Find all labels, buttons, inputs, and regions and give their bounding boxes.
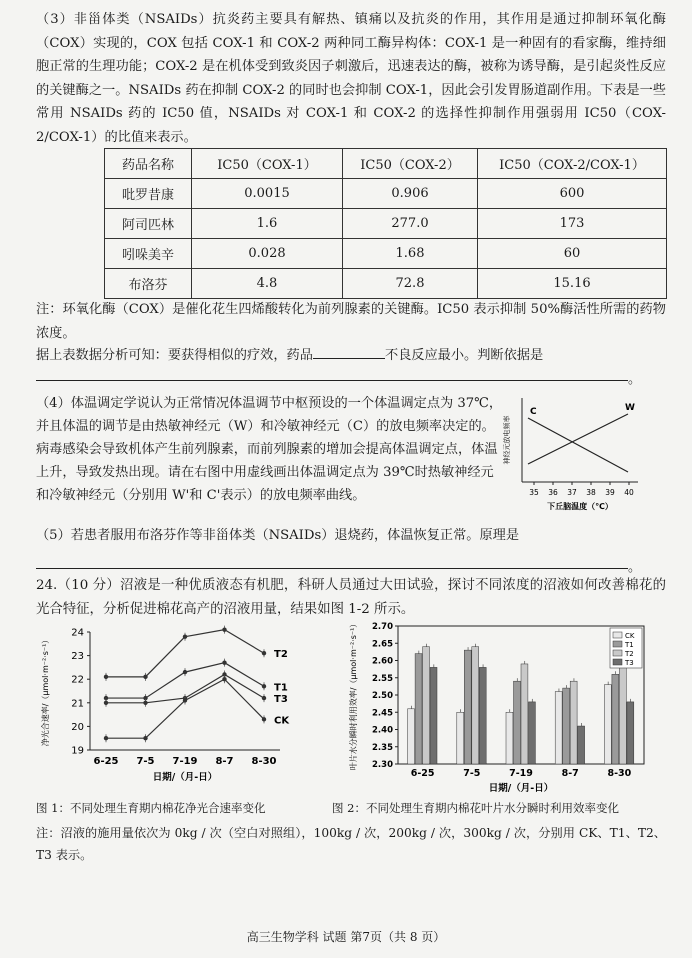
fig2-x-tick-label: 7-19 — [509, 768, 533, 779]
fig1-x-tick-label: 6-25 — [93, 756, 119, 767]
fig2-bar — [514, 681, 521, 764]
fig1-series-line — [106, 679, 264, 738]
fig1-point — [104, 701, 108, 705]
fig2-bar — [555, 692, 562, 764]
fig2-y-tick-label: 2.40 — [372, 725, 393, 736]
fig2-bar — [604, 685, 611, 764]
neuron-tick-label: 39 — [605, 488, 615, 497]
neuron-tick-label: 35 — [529, 488, 539, 497]
table-cell: 15.16 — [478, 269, 667, 299]
fig1-y-tick-label: 24 — [71, 627, 84, 639]
table-cell: 60 — [478, 239, 667, 269]
table-row — [105, 239, 667, 269]
fig2-y-tick-label: 2.60 — [372, 656, 393, 667]
table-cell: 277.0 — [343, 209, 478, 239]
fig1-line-chart — [34, 618, 320, 796]
fig2-bar-chart — [344, 618, 670, 796]
fig1-y-tick-label: 23 — [71, 651, 84, 663]
fig1-point — [143, 736, 147, 740]
neuron-tick-label: 37 — [567, 488, 577, 497]
fig1-x-tick-label: 7-5 — [136, 756, 155, 767]
fig2-y-tick-label: 2.70 — [372, 622, 393, 632]
fig1-point — [262, 684, 266, 688]
q5-period: 。 — [628, 560, 642, 575]
table-row — [105, 269, 667, 299]
q3-question-a: 据上表数据分析可知：要获得相似的疗效，药品 — [36, 348, 313, 363]
fig2-bar — [521, 664, 528, 764]
answer-line-reason[interactable] — [36, 380, 628, 381]
fig2-legend-label: T2 — [625, 650, 634, 658]
fig1-point — [222, 677, 226, 681]
table-header-cell: IC50（COX-2/COX-1） — [478, 149, 667, 179]
fig2-bar — [430, 667, 437, 764]
fig2-y-tick-label: 2.45 — [372, 708, 393, 719]
fig2-y-tick-label: 2.55 — [372, 673, 393, 684]
answer-line-q5[interactable] — [36, 568, 628, 569]
table-header-cell: 药品名称 — [105, 149, 192, 179]
fig1-point — [183, 698, 187, 702]
table-cell: 吡罗昔康 — [105, 179, 192, 209]
fig2-bar — [408, 709, 415, 764]
table-cell: 0.0015 — [192, 179, 343, 209]
fig1-y-tick-label: 21 — [71, 698, 84, 710]
fig2-y-tick-label: 2.65 — [372, 639, 393, 650]
neuron-chart-ylabel: 神经元放电频率 — [503, 415, 511, 465]
fig2-legend-swatch — [613, 659, 622, 665]
fig2-y-tick-label: 2.30 — [372, 760, 393, 770]
fig2-legend-swatch — [613, 650, 622, 656]
fig2-x-tick-label: 6-25 — [410, 768, 435, 779]
fig1-series-label: T1 — [274, 682, 288, 694]
table-header-row — [105, 149, 667, 179]
q3-period: 。 — [628, 372, 642, 387]
page-footer: 高三生物学科 试题 第7页（共 8 页） — [246, 930, 446, 944]
fig1-point — [143, 675, 147, 679]
fig2-legend — [610, 628, 642, 668]
neuron-chart[interactable] — [496, 392, 646, 514]
table-cell: 吲哚美辛 — [105, 239, 192, 269]
fig1-point — [104, 736, 108, 740]
neuron-tick-label: 40 — [624, 488, 634, 497]
table-cell: 72.8 — [343, 269, 478, 299]
fig2-bar — [570, 681, 577, 764]
neuron-chart-xlabel: 下丘脑温度（℃） — [547, 502, 613, 511]
table-cell: 4.8 — [192, 269, 343, 299]
table-cell: 布洛芬 — [105, 269, 192, 299]
table-cell: 1.68 — [343, 239, 478, 269]
table-header-cell: IC50（COX-2） — [343, 149, 478, 179]
fig2-legend-label: CK — [625, 632, 635, 640]
fig2-bar — [612, 674, 619, 764]
q4-text: （4）体温调定学说认为正常情况体温调节中枢预设的一个体温调定点为 37℃，并且体温的调节是由热敏神经元（W）和冷敏神经元（C）的放电频率决定的。病毒感染会导致机体产生前列腺素，而前列腺素的增加会提高体温调定点，体温上升，导致发热出现。请在右图中用虚线画出体温调定点为 39℃时热敏神经元和冷敏神经元（分别用 W'和 C'表示）的放电频率曲线。 — [36, 396, 503, 503]
q24-text: 24.（10 分）沼液是一种优质液态有机肥，科研人员通过大田试验，探讨不同浓度的沼液如何改善棉花的光合特征，分析促进棉花高产的沼液用量，结果如图 1-2 所示。 — [36, 578, 666, 617]
fig2-x-tick-label: 8-7 — [561, 768, 579, 779]
table-cell: 0.906 — [343, 179, 478, 209]
table-cell: 600 — [478, 179, 667, 209]
q3-question — [36, 344, 666, 368]
fig1-point — [262, 651, 266, 655]
fig2-ylabel: 叶片水分瞬时利用效率/（μmol·m⁻²·s⁻¹） — [349, 619, 358, 771]
fig2-bar — [472, 647, 479, 764]
fig1-x-tick-label: 7-19 — [172, 756, 198, 767]
q3-intro: （3）非甾体类（NSAIDs）抗炎药主要具有解热、镇痛以及抗炎的作用，其作用是通过抑制环氧化酶（COX）实现的，COX 包括 COX-1 和 COX-2 两种同工酶异构体：COX-1 是一种固有的看家酶，维持细胞正常的生理功能；COX-2 是在机体受到致炎因子刺激后，迅速表达的酶，被称为诱导酶，是引起炎性反应的关键酶之一。NSAIDs 药在抑制 COX-2 的同时也会抑制 COX-1，因此会引发胃肠道副作用。下表是一些常用 NSAIDs 药的 IC50 值，NSAIDs 对 COX-1 和 COX-2 的选择性抑制作用强弱用 IC50（COX-2/COX-1）的比值来表示。 — [36, 12, 666, 145]
neuron-tick-label: 36 — [548, 488, 558, 497]
fig1-x-tick-label: 8-30 — [251, 756, 277, 767]
fig2-bar — [479, 667, 486, 764]
fig1-y-tick-label: 20 — [71, 721, 84, 733]
label-w: W — [625, 403, 635, 413]
fig2-x-tick-label: 8-30 — [607, 768, 632, 779]
q3-question-b: 不良反应最小。判断依据是 — [384, 348, 544, 363]
answer-blank-drug[interactable] — [313, 344, 385, 359]
table-cell: 阿司匹林 — [105, 209, 192, 239]
table-header-cell: IC50（COX-1） — [192, 149, 343, 179]
fig2-bar — [506, 712, 513, 764]
fig2-x-tick-label: 7-5 — [463, 768, 481, 779]
fig2-bar — [464, 650, 471, 764]
fig1-point — [262, 696, 266, 700]
fig2-bar — [529, 702, 536, 764]
fig2-legend-label: T3 — [625, 659, 634, 667]
fig2-legend-swatch — [613, 641, 622, 647]
fig1-point — [143, 701, 147, 705]
fig2-bar — [457, 712, 464, 764]
ic50-table — [104, 148, 667, 299]
fig2-xlabel: 日期/（月-日） — [488, 783, 554, 794]
fig2-bar — [563, 688, 570, 764]
fig1-y-tick-label: 22 — [71, 674, 84, 686]
fig1-point — [183, 635, 187, 639]
q3-note: 注：环氧化酶（COX）是催化花生四烯酸转化为前列腺素的关键酶。IC50 表示抑制 50%酶活性所需的药物浓度。 — [36, 302, 666, 341]
fig1-caption: 图 1：不同处理生育期内棉花净光合速率变化 — [36, 801, 266, 815]
fig2-bar — [423, 647, 430, 764]
fig1-point — [183, 670, 187, 674]
fig1-y-tick-label: 19 — [71, 745, 84, 757]
fig1-xlabel: 日期/（月-日） — [152, 772, 218, 783]
fig2-bar — [627, 702, 634, 764]
table-cell: 0.028 — [192, 239, 343, 269]
fig2-caption: 图 2：不同处理生育期内棉花叶片水分瞬时利用效率变化 — [332, 801, 619, 815]
fig1-series-label: T3 — [274, 694, 288, 706]
fig1-point — [104, 675, 108, 679]
table-row — [105, 209, 667, 239]
fig1-point — [222, 660, 226, 664]
fig2-y-tick-label: 2.50 — [372, 691, 393, 701]
fig1-point — [222, 627, 226, 631]
fig2-legend-label: T1 — [625, 641, 634, 649]
treatment-note: 注：沼液的施用量依次为 0kg / 次（空白对照组），100kg / 次，200kg / 次，300kg / 次，分别用 CK、T1、T2、T3 表示。 — [36, 826, 666, 862]
table-cell: 1.6 — [192, 209, 343, 239]
table-cell: 173 — [478, 209, 667, 239]
fig1-series-label: CK — [274, 715, 290, 727]
fig1-x-tick-label: 8-7 — [215, 756, 234, 767]
fig1-ylabel: 净光合速率/（μmol·m⁻²·s⁻¹） — [41, 635, 50, 747]
label-c: C — [530, 407, 537, 417]
neuron-tick-label: 38 — [586, 488, 596, 497]
curve-c — [528, 418, 628, 472]
fig2-y-tick-label: 2.35 — [372, 742, 393, 753]
fig2-bar — [578, 726, 585, 764]
fig2-legend-swatch — [613, 632, 622, 638]
fig1-series-line — [106, 663, 264, 698]
table-row — [105, 179, 667, 209]
fig1-series-label: T2 — [274, 649, 288, 661]
curve-w — [528, 414, 628, 464]
q5-text: （5）若患者服用布洛芬作等非甾体类（NSAIDs）退烧药，体温恢复正常。原理是 — [36, 528, 520, 543]
fig2-bar — [415, 654, 422, 764]
fig1-point — [262, 717, 266, 721]
